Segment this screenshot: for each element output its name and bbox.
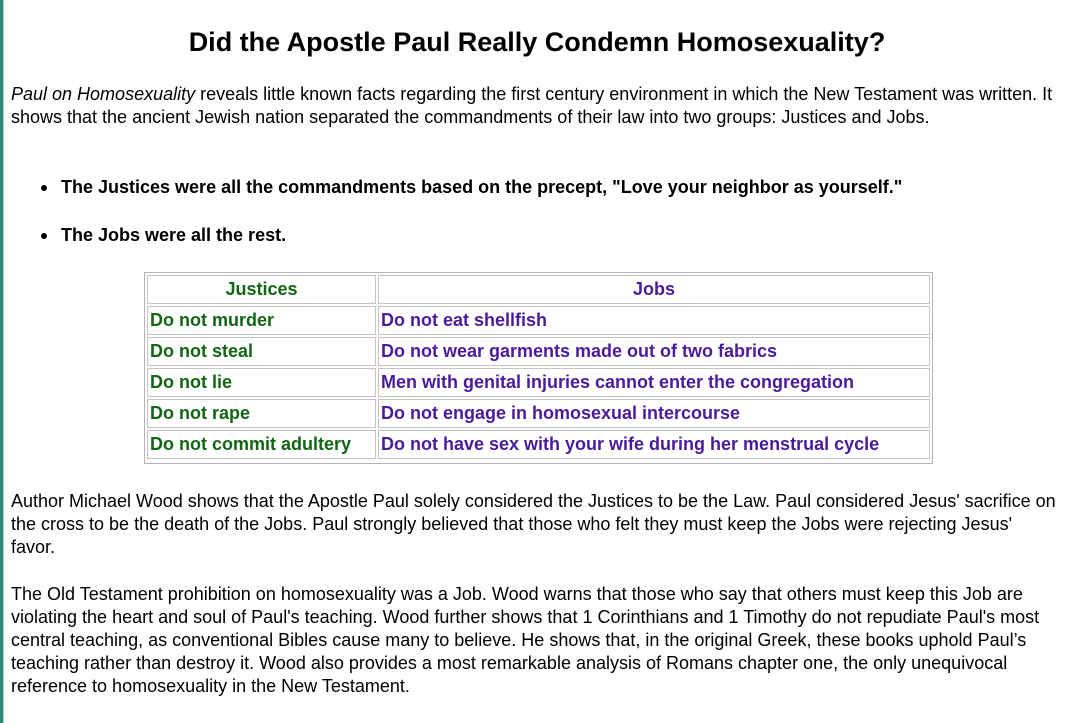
bullet-text: The Justices were all the commandments based on the precept, "Love your neighbor as yourself." [61,177,903,197]
justice-cell: Do not commit adultery [147,430,376,459]
window-left-edge-highlight [3,0,4,723]
intro-paragraph [11,83,1061,129]
bullet-dot-icon [41,233,47,239]
job-cell: Do not wear garments made out of two fabrics [378,337,930,366]
justice-cell: Do not steal [147,337,376,366]
table-header-row [147,275,930,304]
table-row [147,337,930,366]
column-header-jobs: Jobs [378,275,930,304]
intro-text: reveals little known facts regarding the first century environment in which the New Testament was written. It shows that the ancient Jewish nation separated the commandments of their law into two groups: Justices and Jobs. [11,84,1053,127]
column-header-justices: Justices [147,275,376,304]
bullet-dot-icon [41,185,47,191]
bullet-text: The Jobs were all the rest. [61,225,287,245]
book-title: Paul on Homosexuality [11,84,196,104]
justice-cell: Do not rape [147,399,376,428]
table-row [147,430,930,459]
bullet-item-justices [11,176,902,224]
bullet-item-jobs [11,224,902,272]
page-title: Did the Apostle Paul Really Condemn Homosexuality? [188,27,886,57]
table-row [147,368,930,397]
author-paragraph: Author Michael Wood shows that the Apostle Paul solely considered the Justices to be the Law. Paul considered Jesus' sacrifice on the cross to be the death of the Jobs. Paul strongly believed that those who felt they must keep the Jobs were rejecting Jesus' favor. [11,491,1056,557]
job-cell: Do not engage in homosexual intercourse [378,399,930,428]
justice-cell: Do not lie [147,368,376,397]
job-cell: Do not have sex with your wife during her menstrual cycle [378,430,930,459]
old-testament-paragraph: The Old Testament prohibition on homosexuality was a Job. Wood warns that those who say that others must keep this Job are violating the heart and soul of Paul's teaching. Wood further shows that 1 Corinthians and 1 Timothy do not repudiate Paul's most central teaching, as conventional Bibles cause many to believe. He shows that, in the original Greek, these books uphold Paul’s teaching rather than destroy it. Wood also provides a most remarkable analysis of Romans chapter one, the only unequivocal reference to homosexuality in the New Testament. [11,584,1040,696]
job-cell: Men with genital injuries cannot enter the congregation [378,368,930,397]
justices-jobs-table [144,272,933,464]
table-row [147,306,930,335]
justice-cell: Do not murder [147,306,376,335]
table-row [147,399,930,428]
job-cell: Do not eat shellfish [378,306,930,335]
bullet-list [11,176,902,272]
